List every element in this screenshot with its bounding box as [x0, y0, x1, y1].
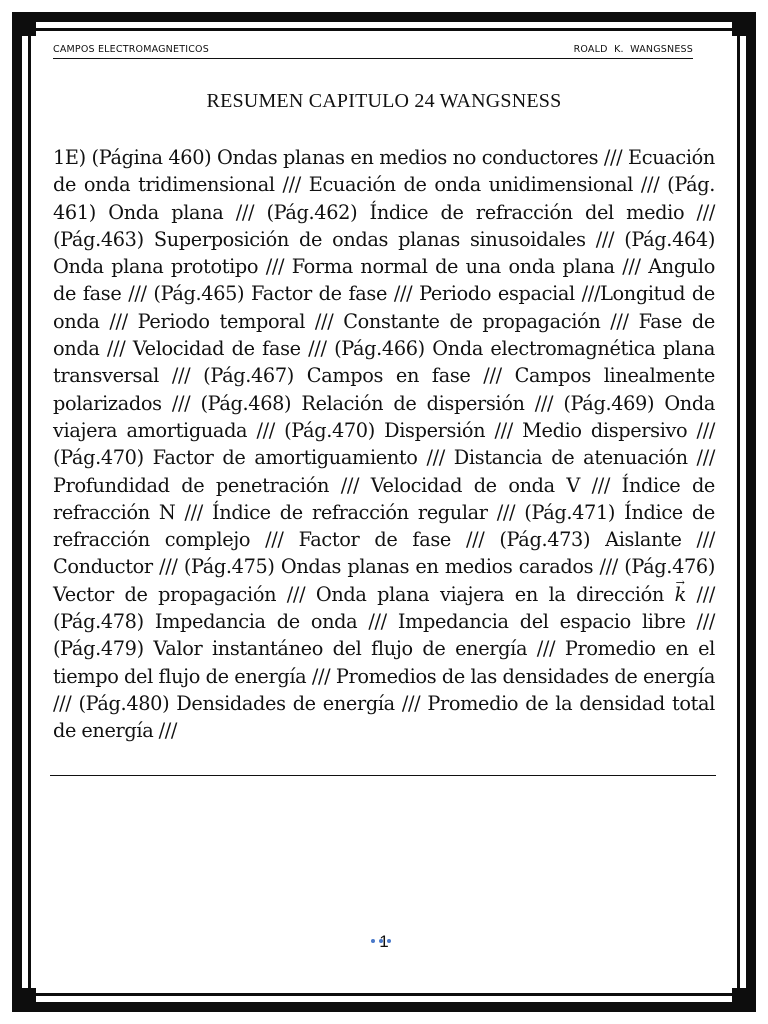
header-right-text: ROALD K. WANGSNESS [573, 44, 693, 55]
page-number: 1 [379, 932, 389, 951]
content-divider [50, 775, 716, 776]
summary-text-part1: 1E) (Página 460) Ondas planas en medios no conductores /// Ecuación de onda tridimensional /// Ecuación de onda unidimensional /// (Pág. 461) Onda plana /// (Pág.462) Índice de refracción del medio /// (Pág.463) Superposición de ondas planas sinusoidales /// (Pág.464) Onda plana prototipo /// Forma normal de una onda plana /// Angulo de fase /// (Pág.465) Factor de fase /// Periodo espacial ///Longitud de onda /// Periodo temporal /// Constante de propagación /// Fase de onda /// Velocidad de fase /// (Pág.466) Onda electromagnética plana transversal /// (Pág.467) Campos en fase /// Campos linealmente polarizados /// (Pág.468) Relación de dispersión /// (Pág.469) Onda viajera amortiguada /// (Pág.470) Dispersión /// Medio dispersivo /// (Pág.470) Factor de amortiguamiento /// Distancia de atenuación /// Profundidad de penetración /// Velocidad de onda V /// Índice de refracción N /// Índice de refracción regular /// (Pág.471) Índice de refracción complejo /// Factor de fase /// (Pág.473) Aislante /// Conductor /// (Pág.475) Ondas planas en medios carados /// (Pág.476) Vector de propagación /// Onda plana viajera en la dirección [53, 146, 715, 606]
border-corner-ornament [732, 988, 746, 1002]
document-title: RESUMEN CAPITULO 24 WANGSNESS [206, 90, 562, 112]
border-corner-ornament [22, 988, 36, 1002]
vector-k-symbol: → k [675, 581, 686, 608]
border-corner-ornament [732, 22, 746, 36]
summary-paragraph [53, 144, 715, 745]
summary-text-part2: /// (Pág.478) Impedancia de onda /// Impedancia del espacio libre /// (Pág.479) Valor instantáneo del flujo de energía /// Promedio en el tiempo del flujo de energía /// Promedios de las densidades de energía /// (Pág.480) Densidades de energía /// Promedio de la densidad total de energía /// [53, 582, 715, 743]
border-corner-ornament [22, 22, 36, 36]
header-left-text: CAMPOS ELECTROMAGNETICOS [53, 44, 209, 55]
page-header [53, 44, 693, 59]
